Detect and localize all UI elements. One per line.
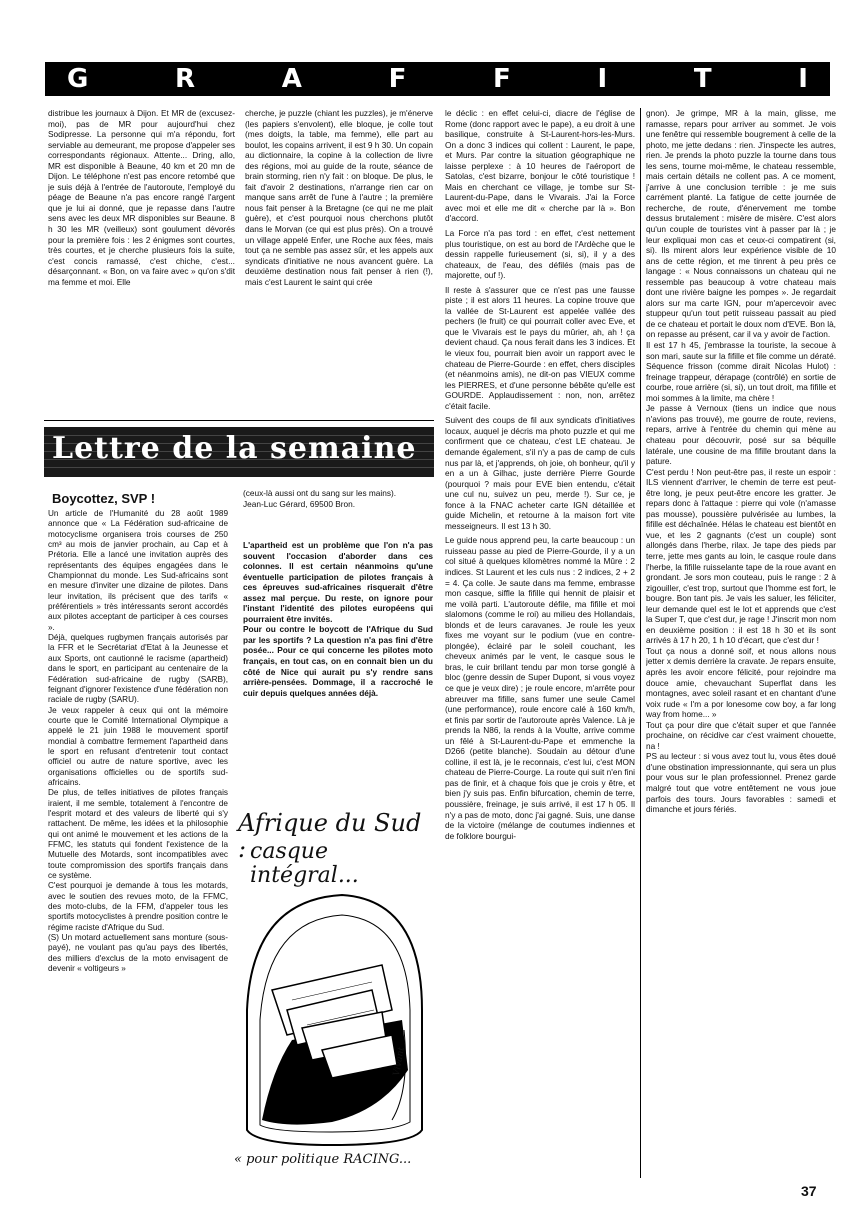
article-paragraph: gnon). Je grimpe, MR à la main, glisse, me ramasse, repars pour arriver au sommet. Je vois une fenêtre qui ressemble bougrement à celle de la photo, me jette dedans : rien. J'inspecte les autres, rien. Je prends la photo puzzle la tourne dans tous les sens, tourne moi-même, le chateau ressemble, mais certain détails ne collent pas. A ce moment, j'arrive à une conclusion terrible : je me suis carrément planté. La fatigue de cette journée de recherche, de route, d'énervement me tombe dessus brutalement : misère de misère. C'est alors qu'un couple de touristes vint à passer par là ; je leur expliquai mon cas et ceux-ci compatirent (si, si). Ils mirent alors leur expérience visible de 10 ans de cette région, et me tinrent à peu près ce langage : « Nous connaissons un chateau qui ne ressemble pas beaucoup à votre chateau mais dont une rivière baigne les pompes ». Je regardait alors sur ma carte IGN, pour m'apercevoir avec stuppeur qu'un tout petit ruisseau passait au pied de ce chateau et portait le doux nom d'EVE. Bon là, on repasse au présent, car il va y avoir de l'action.	[646, 108, 836, 340]
letter-paragraph: C'est pourquoi je demande à tous les motards, avec le soutien des revues moto, de la FFMC, des moto-clubs, de la FFM, d'appeler tous les sportifs motocyclistes à prendre position contre le régime raciste d'Afrique du Sud.	[48, 881, 228, 932]
editorial-note	[243, 540, 433, 790]
page-number: 37	[801, 1183, 817, 1199]
cartoon	[232, 800, 432, 1180]
banner-letter: F	[388, 64, 407, 94]
article-column-3	[445, 108, 635, 1178]
article-paragraph: Suivent des coups de fil aux syndicats d'initiatives locaux, auquel je décris ma photo puzzle et qui me confirment que ce chateau, c'est LE chateau. Je demande également, s'il n'y a pas de camp de culs nus par là, et j'apprends, oh joie, oh bonheur, qu'il y en a un à Gilhac, juste derrière Pierre Gourde (pourquoi ? mais pour EVE bien entendu, c'était une cul nu, suivez un peu, merde !). Sur ce, je fonce à la FNAC acheter carte IGN détaillée et guide Michelin, et retourne à la maison fort vite messeigneurs. Il est 13 h 30.	[445, 415, 635, 531]
article-column-1	[48, 108, 235, 391]
letter-paragraph: Je veux rappeler à ceux qui ont la mémoire courte que le Comité International Olympique a appelé le 21 juin 1988 le mouvement sportif mondial à combattre fermement l'apartheid dans le sport en refusant d'entretenir tout contact officiel ou autre de nature sportive, avec les organisations officielles ou de sportifs sud-africains.	[48, 705, 228, 787]
article-column-4	[646, 108, 836, 1178]
article-paragraph: Je passe à Vernoux (tiens un indice que nous n'avions pas trouvé), me gourre de route, reviens, repars, arrive à l'entrée du chemin qui mène au chateau pour découvrir, posé sur sa béquille latérale, une cousine de ma fifille broutant dans la pature.	[646, 403, 836, 467]
article-paragraph: Tout ça pour dire que c'était super et que l'année prochaine, on récidive car c'est vraiment chouette, na !	[646, 719, 836, 751]
banner-letter: I	[798, 64, 808, 94]
cartoon-caption-line-1: Afrique du Sud :	[238, 809, 422, 863]
article-paragraph: le déclic : en effet celui-ci, diacre de l'église de Rome (donc rapport avec le pape), a eu droit à une basilique, construite à St-Laurent-hors-les-Murs. On a donc 3 indices qui collent : Laurent, le pape, et Murs. Par contre la situation géographique ne laisse perplexe : à 10 heures de l'aéroport de Satolas, c'est bizarre, bonjour le côté touristique ! Mais en cherchant ce village, je tombe sur St-Laurent-du-Pape, dans le Vivarais. J'ai la Force avec moi et elle me dit « cherche par là ». Bon d'accord.	[445, 108, 635, 224]
banner-letter: G	[67, 64, 89, 94]
lettre-title: Lettre de la semaine	[52, 431, 417, 466]
banner-letter: I	[597, 64, 608, 94]
graffiti-banner	[45, 62, 830, 96]
lettre-header	[44, 427, 434, 477]
letter-column-2-top	[243, 488, 433, 528]
letter-paragraph: (ceux-là aussi ont du sang sur les mains).	[243, 488, 397, 498]
banner-letter: A	[281, 64, 302, 94]
letter-column-1	[48, 509, 228, 1179]
article-paragraph: Le guide nous apprend peu, la carte beaucoup : un ruisseau passe au pied de Pierre-Gourde, il y a un col situé à quelques kilomètres nommé la Mûre : 2 indices. St Laurent et les culs nus : 2 indices, 2 + 2 = 4. Ça colle. Je saute dans ma femme, embrasse mon casque, siffle la fifille qui hennit de plaisir et me voilà parti. L'autoroute défile, ma fifille et moi slalomons (comme le roi) au milieu des Hollandais, blonds et de leurs caravanes. Je roule les yeux fixes me voyant sur le podium (vue en contre-plongée), éclairé par le soleil couchant, les cheveux animés par le vent, le casque sous le bras, le cuir brillant tendu par mon torse gonglé à bloc (genre dessin de Super Dupont, si vous voyez ce que je veux dire) ; je roule encore, m'arrête pour abreuver ma fifille, sans fumer une seule Camel (une performance), roule encore calé à 160 km/h, et finis par sortir de l'autoroute après Valence. Là je prends la N86, la rends à la Voulte, arrive comme un fêlé à St-Laurent-du-Pape et emmenche la D266 (petite blanche). Soudain au détour d'une colline, il est là, je le reconnais, c'est lui, c'est MON chateau de Pierre-Courge. La route qui suit n'en fini pas de finir, et à chaque fois que je crois y être, et bien j'y suis pas. Enfin bifurcation, chemin de terre, poussière, freinage, je suis arrivé, il est 17 h 05. Il n'y a pas de moto, donc j'ai gagné. Suis, une danse de la victoire (mélange de coutumes indiennes et de folklore bourgui-	[445, 535, 635, 841]
article-paragraph: La Force n'a pas tord : en effet, c'est nettement plus touristique, on est au bord de l'Ardèche que le dessin rappelle furieusement (si, si), il y a des chateaux, de l'eau, des défilés (mais pas de majorette, ouf !).	[445, 228, 635, 281]
letter-paragraph: Un article de l'Humanité du 28 août 1989 annonce que « La Fédération sud-africaine de motocyclisme organisera trois courses de 250 cm³ au mois de janvier prochain, au Cap et à Prétoria. Elle a lancé une invitation auprès des représentants des équipes engagées dans le Championnat du monde. Les Sud-africains sont en mesure d'inviter une dizaine de pilotes. Dans leur invitation, ils précisent que des tarifs « préférentiels » très intéressants seront accordés aux pilotes acceptant de participer à ces courses ».	[48, 509, 228, 632]
letter-paragraph: De plus, de telles initiatives de pilotes français iraient, il me semble, totalement à l'encontre de l'esprit motard et des valeurs de liberté qui s'y rattachent. De même, les idées et la philosophie qui ont animé le mouvement et les actions de la FFMC, les statuts qui fondent l'existence de la Mutuelle des Motards, sont incompatibles avec toute compromission des sportifs français dans ce système.	[48, 788, 228, 881]
editorial-paragraph: L'apartheid est un problème que l'on n'a pas souvent l'occasion d'aborder dans ces colonnes. Il est certain néanmoins qu'une éventuelle participation de pilotes français à ces épreuves sud-africaines risquerait d'être assez mal perçue. Du reste, on ignore pour l'instant l'identité des pilotes européens qui pourraient être invités.	[243, 540, 433, 624]
article-text: cherche, je puzzle (chiant les puzzles), je m'énerve (les papiers s'envolent), elle bloque, je colle tout (mes doigts, la table, ma femme), elle part au boulot, les copains arrivent, il est 9 h 30. Un copain au dictionnaire, la copine à la collection de livre des régions, moi au guide de la route, séance de brain storming, rien n'y fait : on bloque. De plus, le fait d'avoir 2 destinations, n'arrange rien car on manque sans arrêt de l'une à l'autre ; la première nous fait penser à la Bretagne (ce qui ne me plait guère), et c'est pourquoi nous cherchons plutôt dans le Morvan (ce qui est plus près). On a trouvé un village appelé Enfer, une Roche aux fées, mais tout ça ne semble pas assez sûr, et les appels aux syndicats d'initiative ne nous avancent guère. La deuxième destination nous fait penser à rien (!), mais c'est Laurent le saint qui crée	[245, 108, 433, 287]
letter-signature: Jean-Luc Gérard, 69500 Bron.	[243, 498, 356, 509]
editorial-paragraph: Pour ou contre le boycott de l'Afrique du Sud par les sportifs ? La question n'a pas fini d'être posée... Pour ce qui concerne les pilotes moto français, en tout cas, on en connait bien un du côté de Nice qui aurait pu s'y rendre sans arrière-pensées. Dommage, il a raccroché le cuir depuis quelques années déjà.	[243, 624, 433, 698]
banner-letter: F	[493, 64, 511, 94]
article-column-2	[245, 108, 433, 391]
cartoon-bottom-caption: « pour politique RACING...	[234, 1152, 412, 1167]
column-divider	[640, 108, 641, 1178]
letter-paragraph: (S) Un motard actuellement sans monture (sous-payé), ne voulant pas qu'au pays des libertés, des milliers d'exclus de la moto envisagent de devenir « voltigeurs »	[48, 933, 228, 974]
article-paragraph: C'est perdu ! Non peut-être pas, il reste un espoir : ILS viennent d'arriver, le chemin de terre est peut-être long, je peux peut-être encore les gratter. Je repars donc à l'attaque : pierre qui vole (n'amasse pas mousse), poussière pulvérisée au lumbes, la fifille est déchaînée. Hélas le chateau est bientôt en vue, et les 2 gagnants (c'est un couple) sont allongés dans l'herbe, rilax. Je tape des pieds par terre, jette mes gants au loin, le casque roule dans l'herbe, la fifille ruisselante tape de la roue avant en grondant. Je sors mon couteau, puis le range : 2 à zigouiller, c'est trop, surtout que l'homme est fort, le bougre. Bon tant pis. Je vais les saluer, les féliciter, leur demande quel est le lot et apprends que c'est la Super T, que c'est dur, je rage ! J'inscrit mon nom en deuxième position : il est 18 h 30 et ils sont arrivés à 17 h 20, 1 h 10 d'écart, que c'est dur !	[646, 466, 836, 646]
letter-title: Boycottez, SVP !	[52, 491, 156, 506]
helmet-drawing	[232, 860, 432, 1180]
banner-letter: T	[693, 64, 712, 94]
article-paragraph: Il est 17 h 45, j'embrasse la touriste, la secoue à son mari, saute sur la fifille et file comme un dératé. Séquence frisson (comme dirait Nicolas Hulot) : freinage trappeur, dérapage (contrôlé) en sortie de courbe, roue arrière (si, si), un tout droit, ma fifille et moi sommes à la limite, ma chère !	[646, 340, 836, 403]
cartoon-artist-signature: Vivant	[392, 1046, 407, 1077]
article-paragraph: Tout ça nous a donné soif, et nous allons nous jetter x demis derrière la cravate. Je repars ensuite, après les avoir encore félicité, pour rejoindre ma douce amie, chevauchant Superflat dans les montagnes, avec soleil rasant et en chantant d'une voix rude « I'm a por lonesome cow boy, a far long way from home... »	[646, 645, 836, 720]
banner-letter: R	[175, 64, 196, 94]
section-divider	[44, 420, 434, 421]
article-paragraph: PS au lecteur : si vous avez tout lu, vous êtes doué d'une obstination impressionnante, qui sera un plus pour vous sur le plan professionnel. Prenez garde malgré tout que votre entêtement ne vous joue parfois des tours. Jours favorables : samedi et dimanche et jours fériés.	[646, 751, 836, 815]
letter-paragraph: Déjà, quelques rugbymen français autorisés par la FFR et le Secrétariat d'Etat à la Jeunesse et aux Sports, ont cautionné le racisme (apartheid) dans le sport, en participant au centenaire de la Fédération sud-africaine de rugby (SARB), feignant d'ignorer l'existence d'une fédération non raciale de rugby (SARU).	[48, 633, 228, 705]
article-paragraph: Il reste à s'assurer que ce n'est pas une fausse piste ; il est alors 11 heures. La copine trouve que la vallée de St-Laurent est appelée vallée des pechers (le fruit) ce qui pourrait coller avec Eve, et que le Vivarais est le pays du mûrier, ah, ah ! ça devient chaud. Ça nous ferait dans les 3 indices. Et le vieux fou, pourrait bien avoir un rapport avec le chateau de Pierre-Gourde : en effet, chers disciples (et néanmoins amis), ne dit-on pas VIEUX comme les PIERRES, et d'une personne bébête qu'elle est GOURDE. Applaudissement : non, non, arrêtez c'était facile.	[445, 284, 635, 411]
cartoon-caption-line-2: casque intégral...	[250, 839, 359, 888]
article-text: distribue les journaux à Dijon. Et MR de (excusez-moi), pas de MR pour aujourd'hui chez Sodipresse. La personne qui m'a répondu, fort serviable au demeurant, me propose d'appeler ses correspondants régionaux. Attente... Dring, allo, MR est disponible à Beaune, 40 km et 20 mn de Dijon. Le téléphone n'est pas encore retombé que je suis déjà à l'entrée de l'autoroute, l'employé du péage de Beaune n'a pas encore rangé l'argent que je lui ai donné, que je repasse dans l'autre sens avec les deux MR disponibles sur Beaune. 8 h 30 les MR (veilleux) sont goulument dévorés pour la première fois : les 2 énigmes sont courtes, très courtes, et je cherche plusieurs fois la suite, c'est concis ramassé, c'est chiche, c'est... désarçonnant. « Bon, on va faire avec » qu'on s'dit ma femme et moi. Elle	[48, 108, 235, 287]
